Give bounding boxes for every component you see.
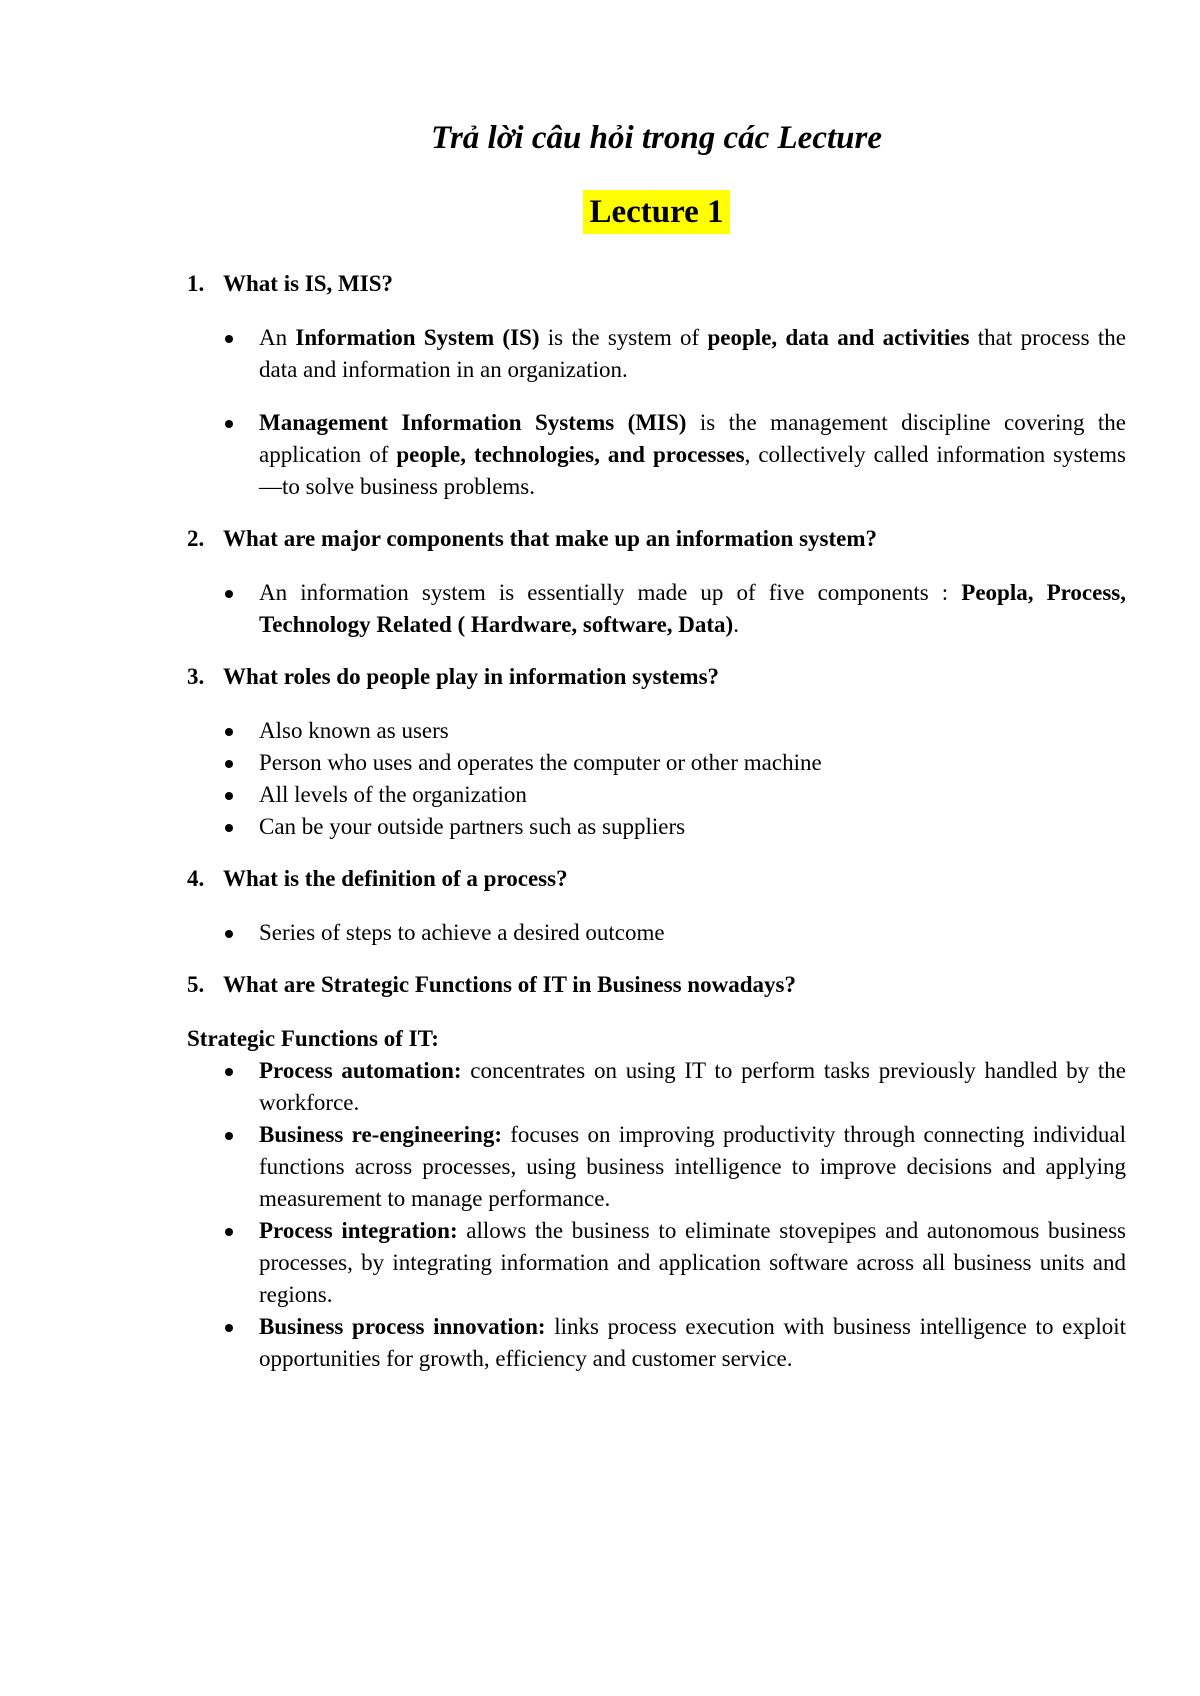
bullet-icon [225, 824, 233, 832]
strategic-functions-list [187, 1055, 1126, 1375]
question-text: What is IS, MIS? [223, 271, 393, 296]
question-5 [187, 969, 1126, 1001]
list-item: Process integration: allows the business to eliminate stovepipes and autonomous business processes, by integrating information and application software across all business units and regions. [259, 1215, 1126, 1311]
list-item: All levels of the organization [259, 779, 1126, 811]
answer-list-2 [187, 577, 1126, 641]
bullet-icon [225, 1228, 233, 1236]
question-text: What is the definition of a process? [223, 866, 568, 891]
answer-list-3 [187, 715, 1126, 843]
answer-list-4 [187, 917, 1126, 949]
bullet-icon [225, 760, 233, 768]
bullet-icon [225, 1324, 233, 1332]
list-item: An information system is essentially made up of five components : Peopla, Process, Technology Related ( Hardware, software, Data). [259, 577, 1126, 641]
bullet-icon [225, 728, 233, 736]
bullet-icon [225, 1068, 233, 1076]
bullet-icon [225, 590, 233, 598]
question-2 [187, 523, 1126, 555]
bullet-icon [225, 335, 233, 343]
question-number: 2. [187, 526, 205, 551]
bullet-icon [225, 420, 233, 428]
lecture-heading-text: Lecture 1 [583, 190, 729, 234]
question-number: 4. [187, 866, 205, 891]
question-number: 3. [187, 664, 205, 689]
question-3 [187, 661, 1126, 693]
document-title: Trả lời câu hỏi trong các Lecture [431, 120, 882, 156]
question-number: 1. [187, 271, 205, 296]
list-item: Management Information Systems (MIS) is the management discipline covering the application of people, technologies, and processes, collectively called information systems—to solve business problems. [259, 407, 1126, 503]
list-item: Process automation: concentrates on using IT to perform tasks previously handled by the workforce. [259, 1055, 1126, 1119]
lecture-heading [187, 190, 1126, 240]
question-number: 5. [187, 972, 205, 997]
strategic-functions-label: Strategic Functions of IT: [187, 1026, 439, 1051]
question-4 [187, 863, 1126, 895]
question-text: What are Strategic Functions of IT in Business nowadays? [223, 972, 796, 997]
answer-list-1 [187, 322, 1126, 503]
list-item: Also known as users [259, 715, 1126, 747]
list-item: Business re-engineering: focuses on improving productivity through connecting individual functions across processes, using business intelligence to improve decisions and applying measurement to manage performance. [259, 1119, 1126, 1215]
question-text: What roles do people play in information systems? [223, 664, 720, 689]
list-item: Can be your outside partners such as suppliers [259, 811, 1126, 843]
question-text: What are major components that make up an information system? [223, 526, 877, 551]
bullet-icon [225, 930, 233, 938]
list-item: Series of steps to achieve a desired outcome [259, 917, 1126, 949]
question-1 [187, 268, 1126, 300]
list-item: Business process innovation: links process execution with business intelligence to exploit opportunities for growth, efficiency and customer service. [259, 1311, 1126, 1375]
bullet-icon [225, 792, 233, 800]
bullet-icon [225, 1132, 233, 1140]
list-item: Person who uses and operates the computer or other machine [259, 747, 1126, 779]
list-item: An Information System (IS) is the system of people, data and activities that process the data and information in an organization. [259, 322, 1126, 386]
